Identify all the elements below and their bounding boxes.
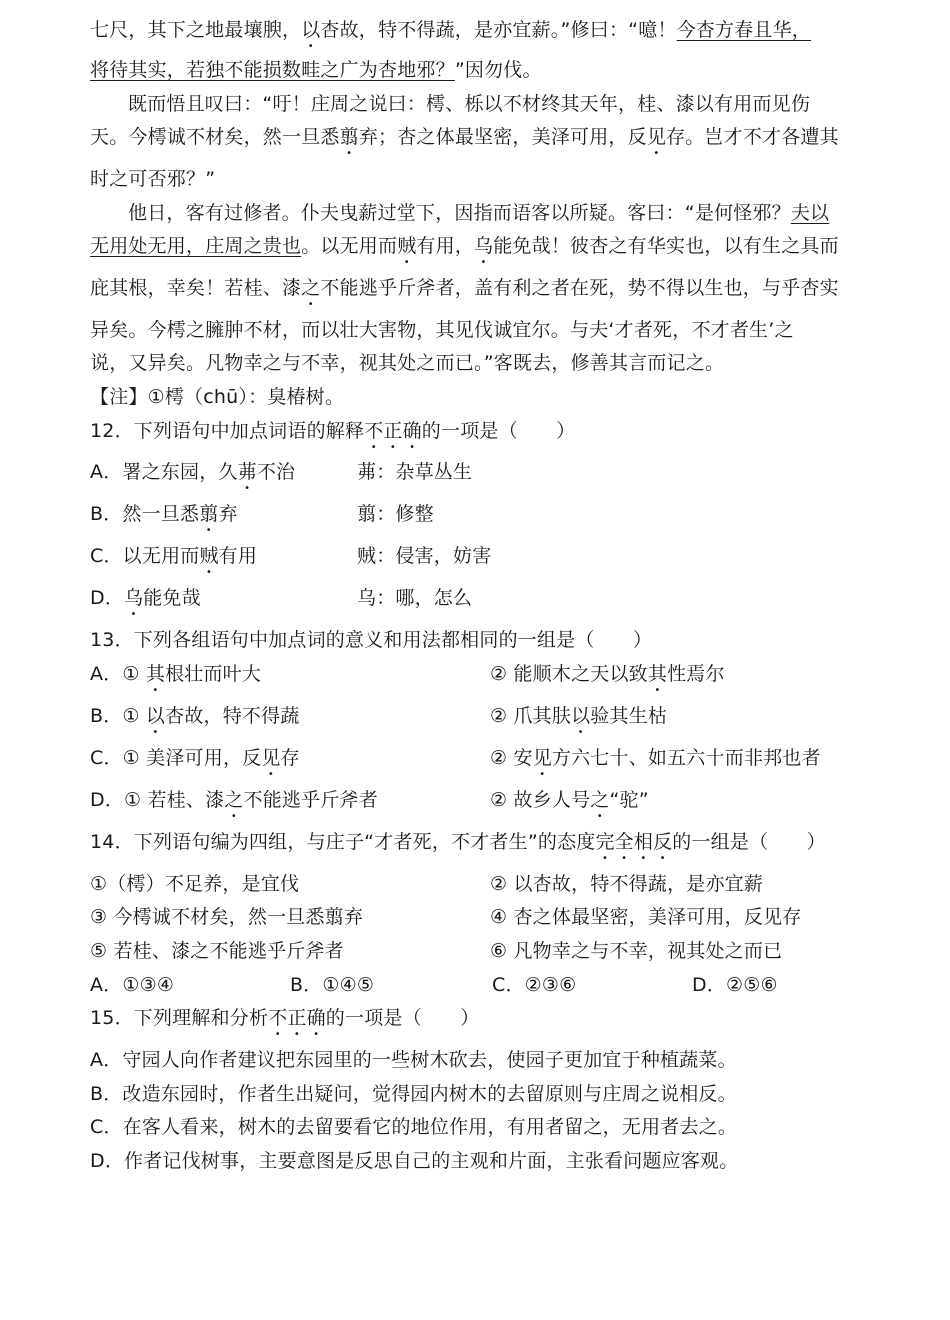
q12-option-b-explanation: 翦：修整 [357, 503, 434, 525]
q14-item-4: ④ 杏之体最坚密，美泽可用，反见存 [490, 906, 802, 928]
q15-option-d: D．作者记伐树事，主要意图是反思自己的主观和片面，主张看问题应客观。 [90, 1150, 739, 1172]
q12-option-d-explanation: 乌：哪，怎么 [357, 587, 473, 609]
q15-option-a: A．守园人向作者建议把东园里的一些树木砍去，使园子更加宜于种植蔬菜。 [90, 1049, 737, 1071]
q13-option-b-left: B．① 以杏故，特不得蔬 [90, 705, 300, 727]
q14-item-5: ⑤ 若桂、漆之不能逃乎斤斧者 [90, 940, 344, 962]
q14-item-6: ⑥ 凡物幸之与不幸，视其处之而已 [490, 940, 783, 962]
passage-line-10: 说，又异矣。凡物幸之与不幸，视其处之而已。”客既去，修善其言而记之。 [90, 352, 725, 374]
q13-stem: 13．下列各组语句中加点词的意义和用法都相同的一组是（ ） [90, 629, 653, 651]
q12-option-a-explanation: 茀：杂草丛生 [357, 461, 473, 483]
q14-item-2: ② 以杏故，特不得蔬，是亦宜薪 [490, 873, 764, 895]
q12-option-c-explanation: 贼：侵害，妨害 [357, 545, 492, 567]
q13-option-c-right: ② 安见方六七十、如五六十而非邦也者 [490, 747, 821, 769]
passage-line-9: 异矣。今樗之臃肿不材，而以壮大害物，其见伐诚宜尔。与夫‘才者死，不才者生’之 [90, 319, 794, 341]
q15-option-c: C．在客人看来，树木的去留要看它的地位作用，有用者留之，无用者去之。 [90, 1116, 738, 1138]
q15-stem: 15．下列理解和分析不正确的一项是（ ） [90, 1007, 480, 1029]
q13-option-a-left: A．① 其根壮而叶大 [90, 663, 262, 685]
q13-option-d-left: D．① 若桂、漆之不能逃乎斤斧者 [90, 789, 378, 811]
passage-line-3: 既而悟且叹曰：“吁！庄周之说曰：樗、栎以不材终其天年，桂、漆以有用而见伤 [128, 93, 811, 115]
q13-option-b-right: ② 爪其肤以验其生枯 [490, 705, 668, 727]
q13-option-a-right: ② 能顺木之天以致其性焉尔 [490, 663, 725, 685]
q14-choice-c: C．②③⑥ [492, 974, 577, 996]
footnote: 【注】①樗（chū）：臭椿树。 [90, 386, 345, 408]
passage-line-1: 七尺，其下之地最壤腴，以杏故，特不得蔬，是亦宜薪。”修曰：“噫！今杏方春且华， [90, 19, 812, 41]
q14-item-1: ①（樗）不足养，是宜伐 [90, 873, 300, 895]
q14-stem: 14．下列语句编为四组，与庄子“才者死，不才者生”的态度完全相反的一组是（ ） [90, 831, 826, 853]
passage-line-8: 庇其根，幸矣！若桂、漆之不能逃乎斤斧者，盖有利之者在死，势不得以生也，与乎杏实 [90, 277, 839, 299]
q15-option-b: B．改造东园时，作者生出疑问，觉得园内树木的去留原则与庄周之说相反。 [90, 1083, 737, 1105]
q14-choice-a: A．①③④ [90, 974, 175, 996]
passage-line-7: 无用处无用，庄周之贵也。以无用而贼有用，乌能免哉！彼杏之有华实也，以有生之具而 [90, 235, 839, 257]
q14-choice-b: B．①④⑤ [290, 974, 375, 996]
passage-line-6: 他日，客有过修者。仆夫曳薪过堂下，因指而语客以所疑。客曰：“是何怪邪？夫以 [128, 202, 830, 224]
q12-option-d: D．乌能免哉 [90, 587, 201, 609]
q13-option-d-right: ② 故乡人号之“驼” [490, 789, 649, 811]
q12-option-b: B．然一旦悉翦弃 [90, 503, 238, 525]
q12-stem: 12．下列语句中加点词语的解释不正确的一项是（ ） [90, 420, 576, 442]
passage-line-4: 天。今樗诚不材矣，然一旦悉翦弃；杏之体最坚密，美泽可用，反见存。岂才不才各遭其 [90, 126, 839, 148]
q13-option-c-left: C．① 美泽可用，反见存 [90, 747, 300, 769]
q14-choice-d: D．②⑤⑥ [692, 974, 778, 996]
q12-option-c: C．以无用而贼有用 [90, 545, 258, 567]
passage-line-5: 时之可否邪？” [90, 168, 216, 190]
q12-option-a: A．署之东园，久茀不治 [90, 461, 296, 483]
passage-line-2: 将待其实，若独不能损数畦之广为杏地邪？”因勿伐。 [90, 59, 542, 81]
q14-item-3: ③ 今樗诚不材矣，然一旦悉翦弃 [90, 906, 364, 928]
